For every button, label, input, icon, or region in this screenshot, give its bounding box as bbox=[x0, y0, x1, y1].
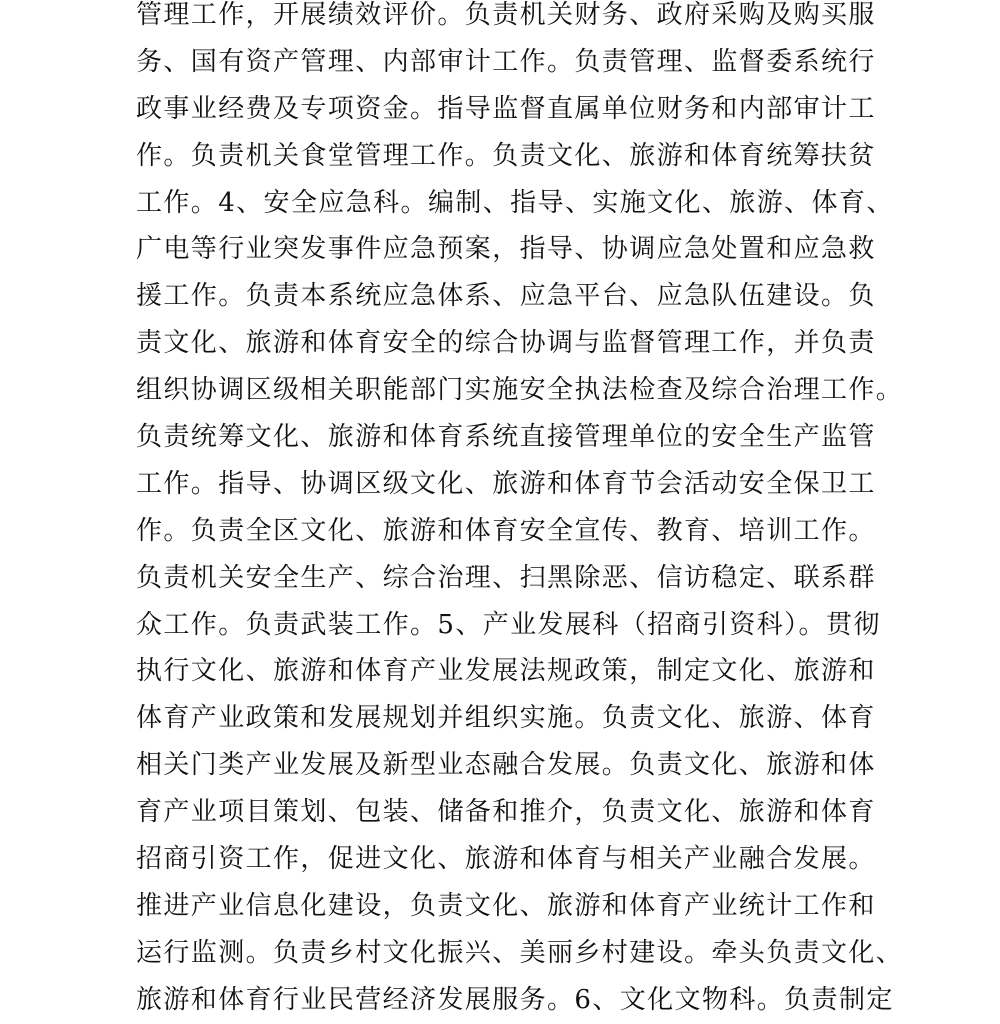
text-line: 招商引资工作，促进文化、旅游和体育与相关产业融合发展。 bbox=[136, 844, 876, 875]
text-line: 组织协调区级相关职能部门实施安全执法检查及综合治理工作。 bbox=[136, 375, 904, 406]
text-line: 旅游和体育行业民营经济发展服务。6、文化文物科。负责制定 bbox=[136, 984, 894, 1015]
text-line: 推进产业信息化建设，负责文化、旅游和体育产业统计工作和 bbox=[136, 890, 876, 921]
text-line: 工作。4、安全应急科。编制、指导、实施文化、旅游、体育、 bbox=[136, 187, 894, 218]
text-line: 负责统筹文化、旅游和体育系统直接管理单位的安全生产监管 bbox=[136, 422, 876, 453]
text-line: 众工作。负责武装工作。5、产业发展科（招商引资科）。贯彻 bbox=[136, 609, 881, 640]
text-line: 育产业项目策划、包装、储备和推介，负责文化、旅游和体育 bbox=[136, 797, 876, 828]
text-line: 相关门类产业发展及新型业态融合发展。负责文化、旅游和体 bbox=[136, 750, 876, 781]
text-line: 运行监测。负责乡村文化振兴、美丽乡村建设。牵头负责文化、 bbox=[136, 937, 904, 968]
text-line: 作。负责全区文化、旅游和体育安全宣传、教育、培训工作。 bbox=[136, 515, 876, 546]
text-line: 管理工作，开展绩效评价。负责机关财务、政府采购及购买服 bbox=[136, 0, 876, 30]
text-line: 援工作。负责本系统应急体系、应急平台、应急队伍建设。负 bbox=[136, 281, 876, 312]
text-line: 广电等行业突发事件应急预案，指导、协调应急处置和应急救 bbox=[136, 234, 876, 265]
text-line: 执行文化、旅游和体育产业发展法规政策，制定文化、旅游和 bbox=[136, 656, 876, 687]
text-line: 负责机关安全生产、综合治理、扫黑除恶、信访稳定、联系群 bbox=[136, 562, 876, 593]
text-line: 务、国有资产管理、内部审计工作。负责管理、监督委系统行 bbox=[136, 46, 876, 77]
body-text bbox=[136, 0, 996, 1024]
text-line: 责文化、旅游和体育安全的综合协调与监督管理工作，并负责 bbox=[136, 328, 876, 359]
text-line: 体育产业政策和发展规划并组织实施。负责文化、旅游、体育 bbox=[136, 703, 876, 734]
text-line: 工作。指导、协调区级文化、旅游和体育节会活动安全保卫工 bbox=[136, 468, 876, 499]
text-line: 政事业经费及专项资金。指导监督直属单位财务和内部审计工 bbox=[136, 93, 876, 124]
text-line: 作。负责机关食堂管理工作。负责文化、旅游和体育统筹扶贫 bbox=[136, 140, 876, 171]
